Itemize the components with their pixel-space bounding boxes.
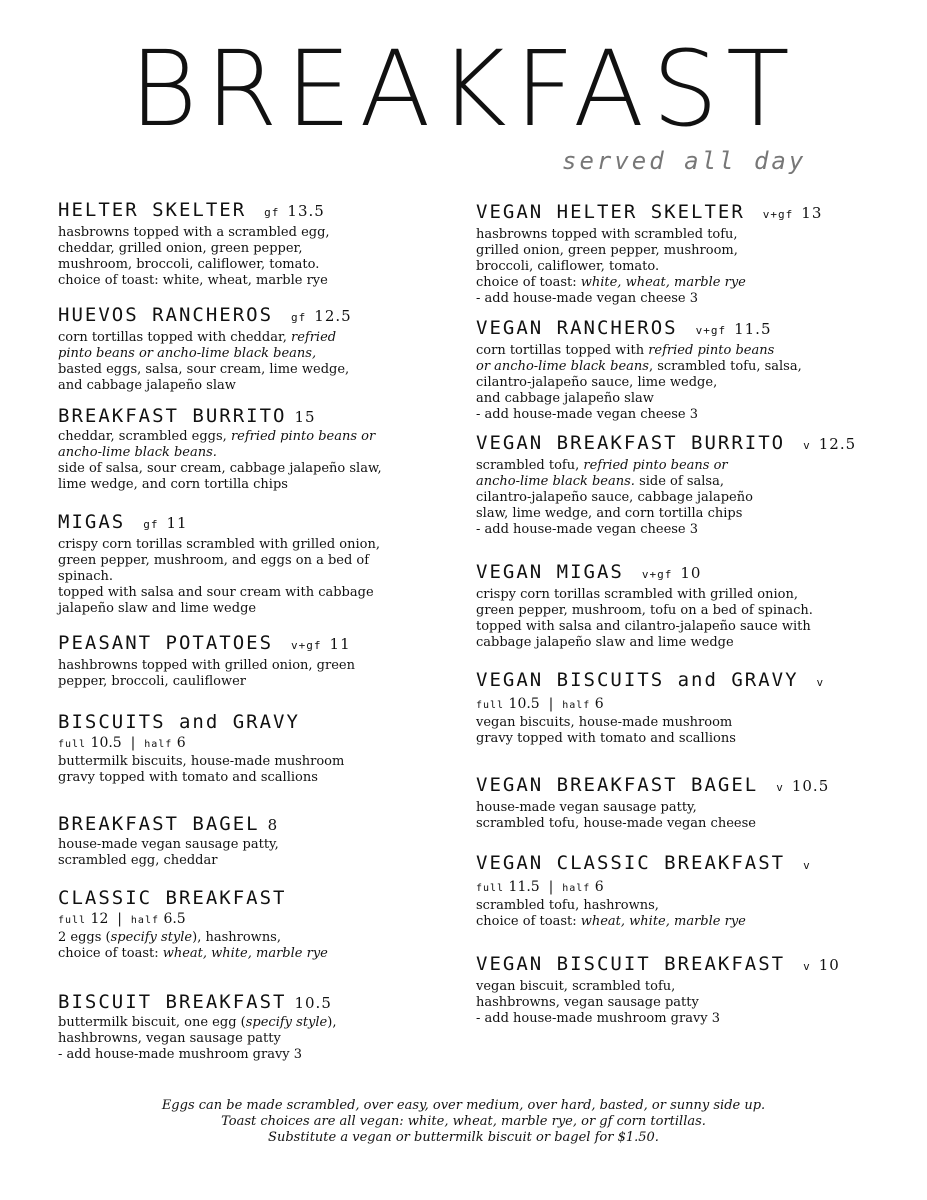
size-prices: full 10.5 | half 6 bbox=[58, 735, 186, 751]
item-description: house-made vegan sausage patty, scrambled egg, cheddar bbox=[58, 837, 279, 868]
menu-item-biscuits-and-gravy bbox=[58, 710, 498, 786]
item-name: VEGAN HELTER SKELTER bbox=[476, 201, 745, 223]
size-prices: full 12 | half 6.5 bbox=[58, 911, 186, 927]
menu-item-vegan-rancheros bbox=[476, 316, 916, 423]
item-name: BISCUITS and GRAVY bbox=[58, 711, 300, 733]
item-description: cheddar, scrambled eggs, refried pinto beans or ancho-lime black beans. side of salsa, sour cream, cabbage jalapeño slaw, lime wedge, and corn tortilla chips bbox=[58, 429, 382, 492]
item-description: scrambled tofu, hashrowns, choice of toast: wheat, white, marble rye bbox=[476, 898, 746, 929]
item-price: 11 bbox=[166, 514, 188, 532]
item-name: MIGAS bbox=[58, 511, 126, 533]
diet-tag: v+gf bbox=[641, 568, 673, 581]
page-subtitle: served all day bbox=[562, 147, 807, 175]
item-description: scrambled tofu, refried pinto beans or ancho-lime black beans. side of salsa, cilantro-jalapeño sauce, cabbage jalapeño slaw, lime wedge, and corn tortilla chips - add house-made vegan cheese 3 bbox=[476, 458, 753, 537]
size-prices: full 10.5 | half 6 bbox=[476, 696, 604, 712]
menu-item-biscuit-breakfast bbox=[58, 990, 498, 1063]
diet-tag: gf bbox=[291, 311, 307, 324]
item-description: buttermilk biscuits, house-made mushroom gravy topped with tomato and scallions bbox=[58, 754, 345, 785]
diet-tag: v bbox=[803, 960, 811, 973]
item-price: 10 bbox=[680, 564, 702, 582]
menu-item-helter-skelter bbox=[58, 198, 498, 289]
item-price: 11.5 bbox=[734, 320, 772, 338]
item-price: 13 bbox=[801, 204, 823, 222]
item-name: BREAKFAST BAGEL bbox=[58, 813, 260, 835]
item-name: VEGAN BREAKFAST BAGEL bbox=[476, 774, 759, 796]
item-name: BISCUIT BREAKFAST bbox=[58, 991, 287, 1013]
item-name: HELTER SKELTER bbox=[58, 199, 247, 221]
item-description: hasbrowns topped with a scrambled egg, cheddar, grilled onion, green pepper, mushroom, broccoli, califlower, tomato. choice of toast: white, wheat, marble rye bbox=[58, 225, 330, 288]
item-price: 15 bbox=[294, 408, 316, 426]
item-price: 12.5 bbox=[818, 435, 857, 453]
diet-tag: v+gf bbox=[762, 208, 794, 221]
menu-item-vegan-breakfast-bagel bbox=[476, 773, 916, 832]
diet-tag: v bbox=[803, 859, 811, 872]
item-description: corn tortillas topped with refried pinto beans or ancho-lime black beans, scrambled tofu, salsa, cilantro-jalapeño sauce, lime wedge, and cabbage jalapeño slaw - add house-made vegan cheese 3 bbox=[476, 343, 802, 422]
menu-item-vegan-breakfast-burrito bbox=[476, 431, 916, 538]
item-description: crispy corn torillas scrambled with grilled onion, green pepper, mushroom, and eggs on a bed of spinach. topped with salsa and sour cream with cabbage jalapeño slaw and lime wedge bbox=[58, 537, 380, 616]
footer-line-eggs: Eggs can be made scrambled, over easy, over medium, over hard, basted, or sunny side up. bbox=[161, 1098, 766, 1113]
item-description: house-made vegan sausage patty, scrambled tofu, house-made vegan cheese bbox=[476, 800, 756, 831]
item-price: 8 bbox=[267, 816, 279, 834]
item-price: 10.5 bbox=[294, 994, 332, 1012]
item-description: vegan biscuits, house-made mushroom gravy topped with tomato and scallions bbox=[476, 715, 736, 746]
item-name: VEGAN BREAKFAST BURRITO bbox=[476, 432, 786, 454]
diet-tag: v+gf bbox=[695, 324, 727, 337]
item-description: hashbrowns topped with grilled onion, green pepper, broccoli, cauliflower bbox=[58, 658, 355, 689]
menu-item-vegan-migas bbox=[476, 560, 916, 651]
menu-item-vegan-classic-breakfast bbox=[476, 851, 916, 930]
footer-line-toast: Toast choices are all vegan: white, wheat, marble rye, or gf corn tortillas. bbox=[221, 1114, 706, 1129]
menu-footer-notes bbox=[0, 1098, 927, 1146]
item-name: VEGAN RANCHEROS bbox=[476, 317, 678, 339]
item-price: 10 bbox=[818, 956, 840, 974]
diet-tag: v bbox=[803, 439, 811, 452]
item-name: VEGAN BISCUITS and GRAVY bbox=[476, 669, 799, 691]
diet-tag: v bbox=[776, 781, 784, 794]
size-prices: full 11.5 | half 6 bbox=[476, 879, 604, 895]
item-price: 13.5 bbox=[287, 202, 325, 220]
menu-item-classic-breakfast bbox=[58, 886, 498, 962]
item-name: VEGAN BISCUIT BREAKFAST bbox=[476, 953, 786, 975]
item-description: buttermilk biscuit, one egg (specify style), hashbrowns, vegan sausage patty - add house-made mushroom gravy 3 bbox=[58, 1015, 337, 1062]
item-description: crispy corn torillas scrambled with grilled onion, green pepper, mushroom, tofu on a bed of spinach. topped with salsa and cilantro-jalapeño sauce with cabbage jalapeño slaw and lime wedge bbox=[476, 587, 813, 650]
footer-line-substitute: Substitute a vegan or buttermilk biscuit or bagel for $1.50. bbox=[268, 1130, 659, 1145]
diet-tag: v+gf bbox=[291, 639, 322, 652]
item-price: 12.5 bbox=[314, 307, 352, 325]
item-description: 2 eggs (specify style), hashrowns, choice of toast: wheat, white, marble rye bbox=[58, 930, 328, 961]
item-price: 11 bbox=[329, 635, 351, 653]
item-description: corn tortillas topped with cheddar, refried pinto beans or ancho-lime black beans, basted eggs, salsa, sour cream, lime wedge, and cabbage jalapeño slaw bbox=[58, 330, 350, 393]
diet-tag: gf bbox=[143, 518, 159, 531]
menu-item-breakfast-burrito bbox=[58, 404, 498, 493]
page-title: BREAKFAST bbox=[129, 28, 798, 150]
menu-item-peasant-potatoes bbox=[58, 631, 498, 690]
item-name: CLASSIC BREAKFAST bbox=[58, 887, 287, 909]
item-name: VEGAN CLASSIC BREAKFAST bbox=[476, 852, 786, 874]
item-name: HUEVOS RANCHEROS bbox=[58, 304, 274, 326]
item-name: PEASANT POTATOES bbox=[58, 632, 274, 654]
item-description: vegan biscuit, scrambled tofu, hashbrowns, vegan sausage patty - add house-made mushroom gravy 3 bbox=[476, 979, 721, 1026]
menu-item-vegan-biscuit-breakfast bbox=[476, 952, 916, 1027]
menu-item-breakfast-bagel bbox=[58, 812, 498, 869]
menu-item-vegan-helter-skelter bbox=[476, 200, 916, 307]
item-name: VEGAN MIGAS bbox=[476, 561, 624, 583]
menu-item-vegan-biscuits-and-gravy bbox=[476, 668, 916, 747]
menu-item-migas bbox=[58, 510, 498, 617]
item-description: hasbrowns topped with scrambled tofu, grilled onion, green pepper, mushroom, broccoli, califlower, tomato. choice of toast: white, wheat, marble rye - add house-made vegan cheese 3 bbox=[476, 227, 746, 306]
menu-item-huevos-rancheros bbox=[58, 303, 498, 394]
item-price: 10.5 bbox=[791, 777, 830, 795]
diet-tag: v bbox=[816, 676, 825, 689]
diet-tag: gf bbox=[264, 206, 280, 219]
item-name: BREAKFAST BURRITO bbox=[58, 405, 287, 427]
